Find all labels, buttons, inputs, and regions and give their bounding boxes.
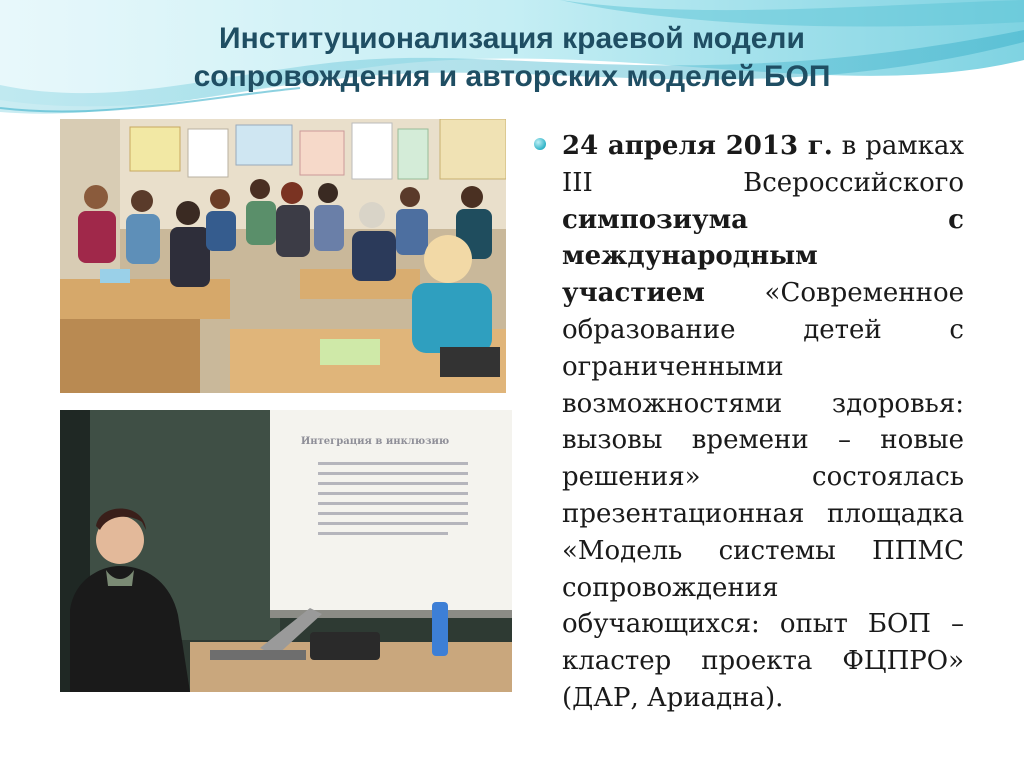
presenter-with-projector-photo <box>60 410 512 692</box>
bullet-text-part-1: в рамках III Всероссийского <box>562 131 965 198</box>
bullet-text-part-2: «Современное образование детей с ограниченными возможностями здоровья: вызовы времени – новые решения» состоялась презентационная площадка «Модель системы ППМС сопровождения обучающихся: опыт БОП – кластер проекта ФЦПРО» (ДАР, Ариадна). <box>562 278 964 713</box>
title-line-2: сопровождения и авторских моделей БОП <box>193 60 831 93</box>
screen-slide-title: Интеграция в инклюзию <box>300 436 450 447</box>
classroom-audience-photo <box>60 119 506 393</box>
title-line-1: Институционализация краевой модели <box>219 22 805 55</box>
symposium-text: симпозиума с международным участием <box>562 204 964 309</box>
bullet-text <box>530 128 964 717</box>
date-text: 24 апреля 2013 г. <box>562 131 833 161</box>
bullet-list <box>530 128 964 717</box>
slide-title <box>100 20 924 96</box>
bullet-icon <box>534 138 546 150</box>
